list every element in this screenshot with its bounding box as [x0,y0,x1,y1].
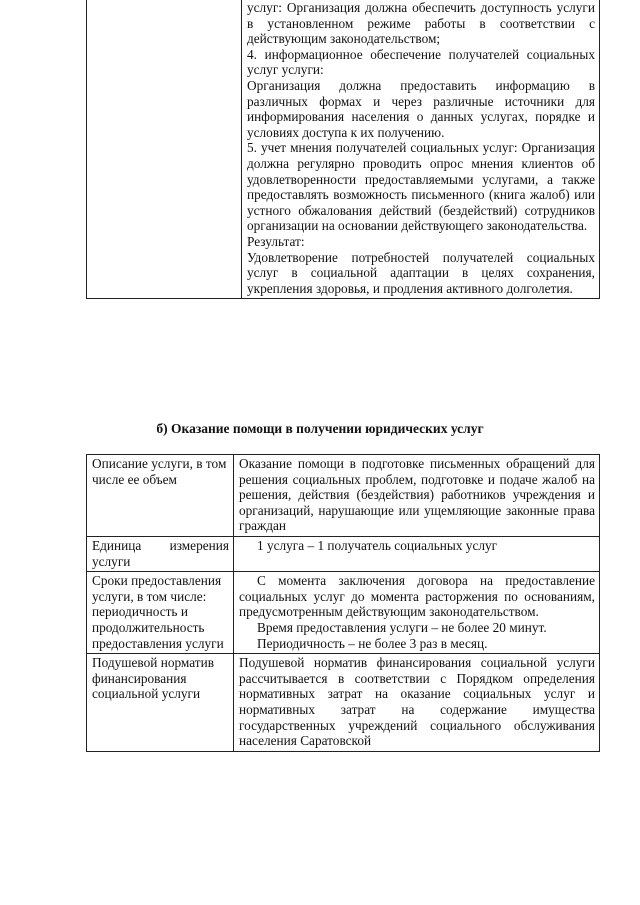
table-row [87,0,600,299]
table-continuation [86,0,600,299]
paragraph-opinion: 5. учет мнения получателей социальных услуг: Организация должна регулярно проводить опрос мнения клиентов об удовлетворенности предоставляемыми услугами, а также предоставлять возможность письменного (книга жалоб) или устного обжалования действий (бездействий) сотрудников организации на основании действующего законодательства. [247,140,595,234]
row-label: Описание услуги, в том числе ее объем [87,455,234,537]
table-row [87,572,600,654]
paragraph-availability: услуг: Организация должна обеспечить доступность услуги в установленном режиме работы в соответствии с действующим законодательством; [247,0,595,47]
table-row [87,455,600,537]
row-value: Подушевой норматив финансирования социальной услуги рассчитывается в соответствии с Порядком определения нормативных затрат на оказание социальных услуг и нормативных затрат на содержание имущества государственных учреждений социального обслуживания населения Саратовской [234,654,600,752]
row-label: Единица измерения услуги [87,536,234,571]
row-label: Подушевой норматив финансирования социальной услуги [87,654,234,752]
paragraph-info-heading: 4. информационное обеспечение получателей социальных услуг услуги: [247,46,595,78]
row-value: 1 услуга – 1 получатель социальных услуг [234,536,600,571]
table-row [87,536,600,571]
row-label: Сроки предоставления услуги, в том числе: периодичность и продолжительность предоставления услуги [87,572,234,654]
empty-left-cell [87,0,242,299]
section-heading: б) Оказание помощи в получении юридических услуг [156,421,484,436]
paragraph-result-body: Удовлетворение потребностей получателей социальных услуг в социальной адаптации в целях сохранения, укрепления здоровья, и продления активного долголетия. [247,249,595,296]
service-standard-cell [242,0,600,299]
row-value: С момента заключения договора на предоставление социальных услуг до момента расторжения по основаниям, предусмотренным действующим законодательством. Время предоставления услуги – не более 20 минут. Периодичность – не более 3 раз в месяц. [234,572,600,654]
legal-services-table [86,454,600,752]
paragraph-result-label: Результат: [247,233,305,249]
row-value: Оказание помощи в подготовке письменных обращений для решения социальных проблем, подготовке и подаче жалоб на решения, действия (бездействия) работников учреждения и организаций, нарушающие или ущемляющие законные права граждан [234,455,600,537]
table-row [87,654,600,752]
paragraph-info-body: Организация должна предоставить информацию в различных формах и через различные источники для информирования населения о данных услугах, порядке и условиях доступа к их получению. [247,77,595,140]
